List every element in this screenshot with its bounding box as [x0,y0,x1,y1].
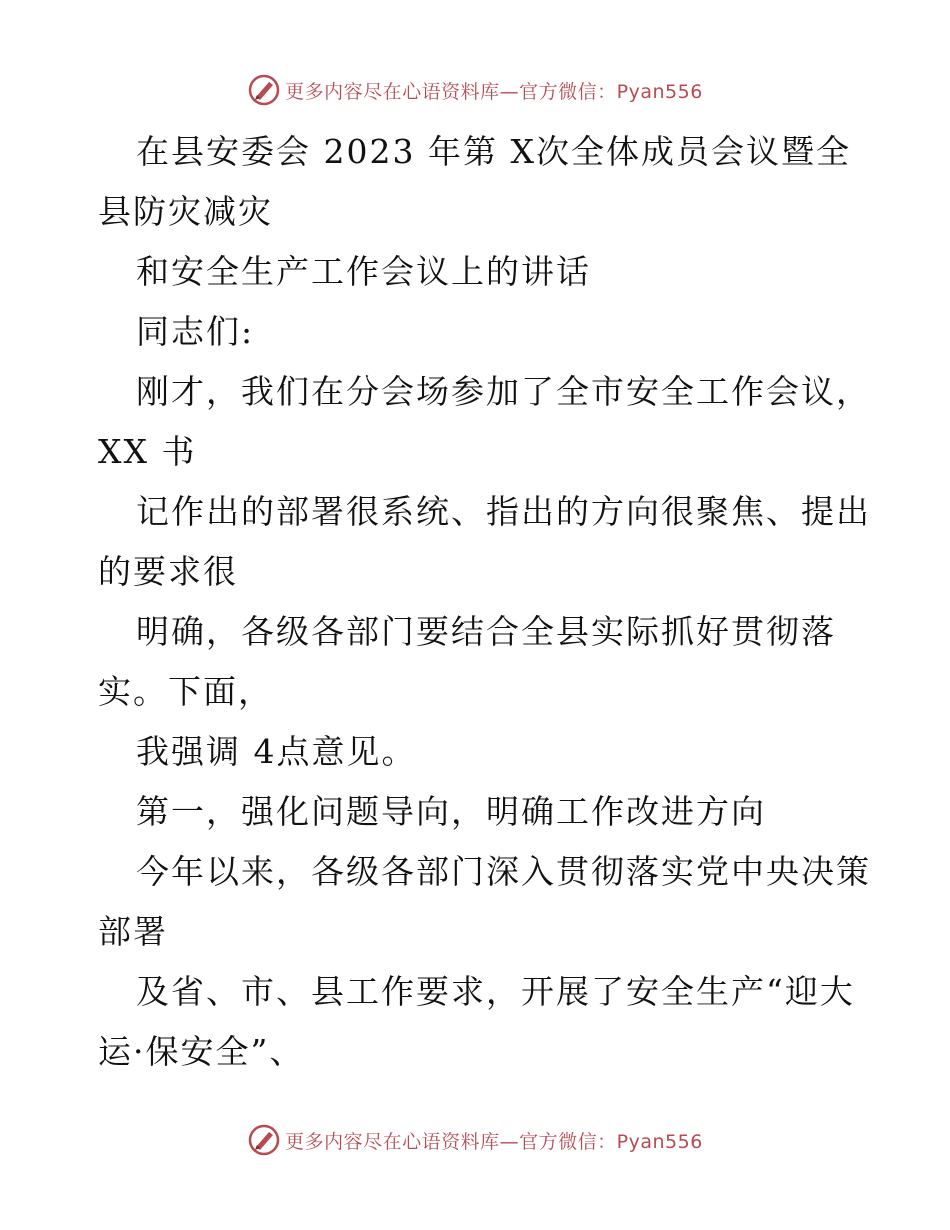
document-line: 和安全生产工作会议上的讲话 [136,252,591,291]
document-line: 及省、市、县工作要求，开展了安全生产“迎大 [136,972,855,1011]
watermark-text: 更多内容尽在心语资料库—官方微信：Pyan556 [285,80,703,103]
document-line: 县防灾减灾 [98,192,273,231]
document-line: 运·保安全”、 [98,1032,305,1071]
document-line: 同志们: [136,312,255,351]
document-line: 记作出的部署很系统、指出的方向很聚焦、提出 [136,492,871,531]
document-line: 部署 [98,912,168,951]
document-line: 第一，强化问题导向，明确工作改进方向 [136,792,766,831]
footer-watermark-banner [0,1120,950,1160]
document-line: 刚才，我们在分会场参加了全市安全工作会议， [136,372,871,411]
document-line: 在县安委会 2023 年第 X次全体成员会议暨全 [136,132,851,171]
watermark-text: 更多内容尽在心语资料库—官方微信：Pyan556 [285,1130,703,1153]
document-line: XX 书 [98,432,197,471]
document-line: 今年以来，各级各部门深入贯彻落实党中央决策 [136,852,871,891]
document-line: 我强调 4点意见。 [136,732,417,771]
document-line: 的要求很 [98,552,238,591]
pen-logo-icon [247,73,281,107]
document-body [98,122,871,1082]
document-line: 实。下面， [98,672,273,711]
header-watermark-banner [0,70,950,110]
pen-logo-icon [247,1123,281,1157]
document-line: 明确，各级各部门要结合全县实际抓好贯彻落 [136,612,836,651]
